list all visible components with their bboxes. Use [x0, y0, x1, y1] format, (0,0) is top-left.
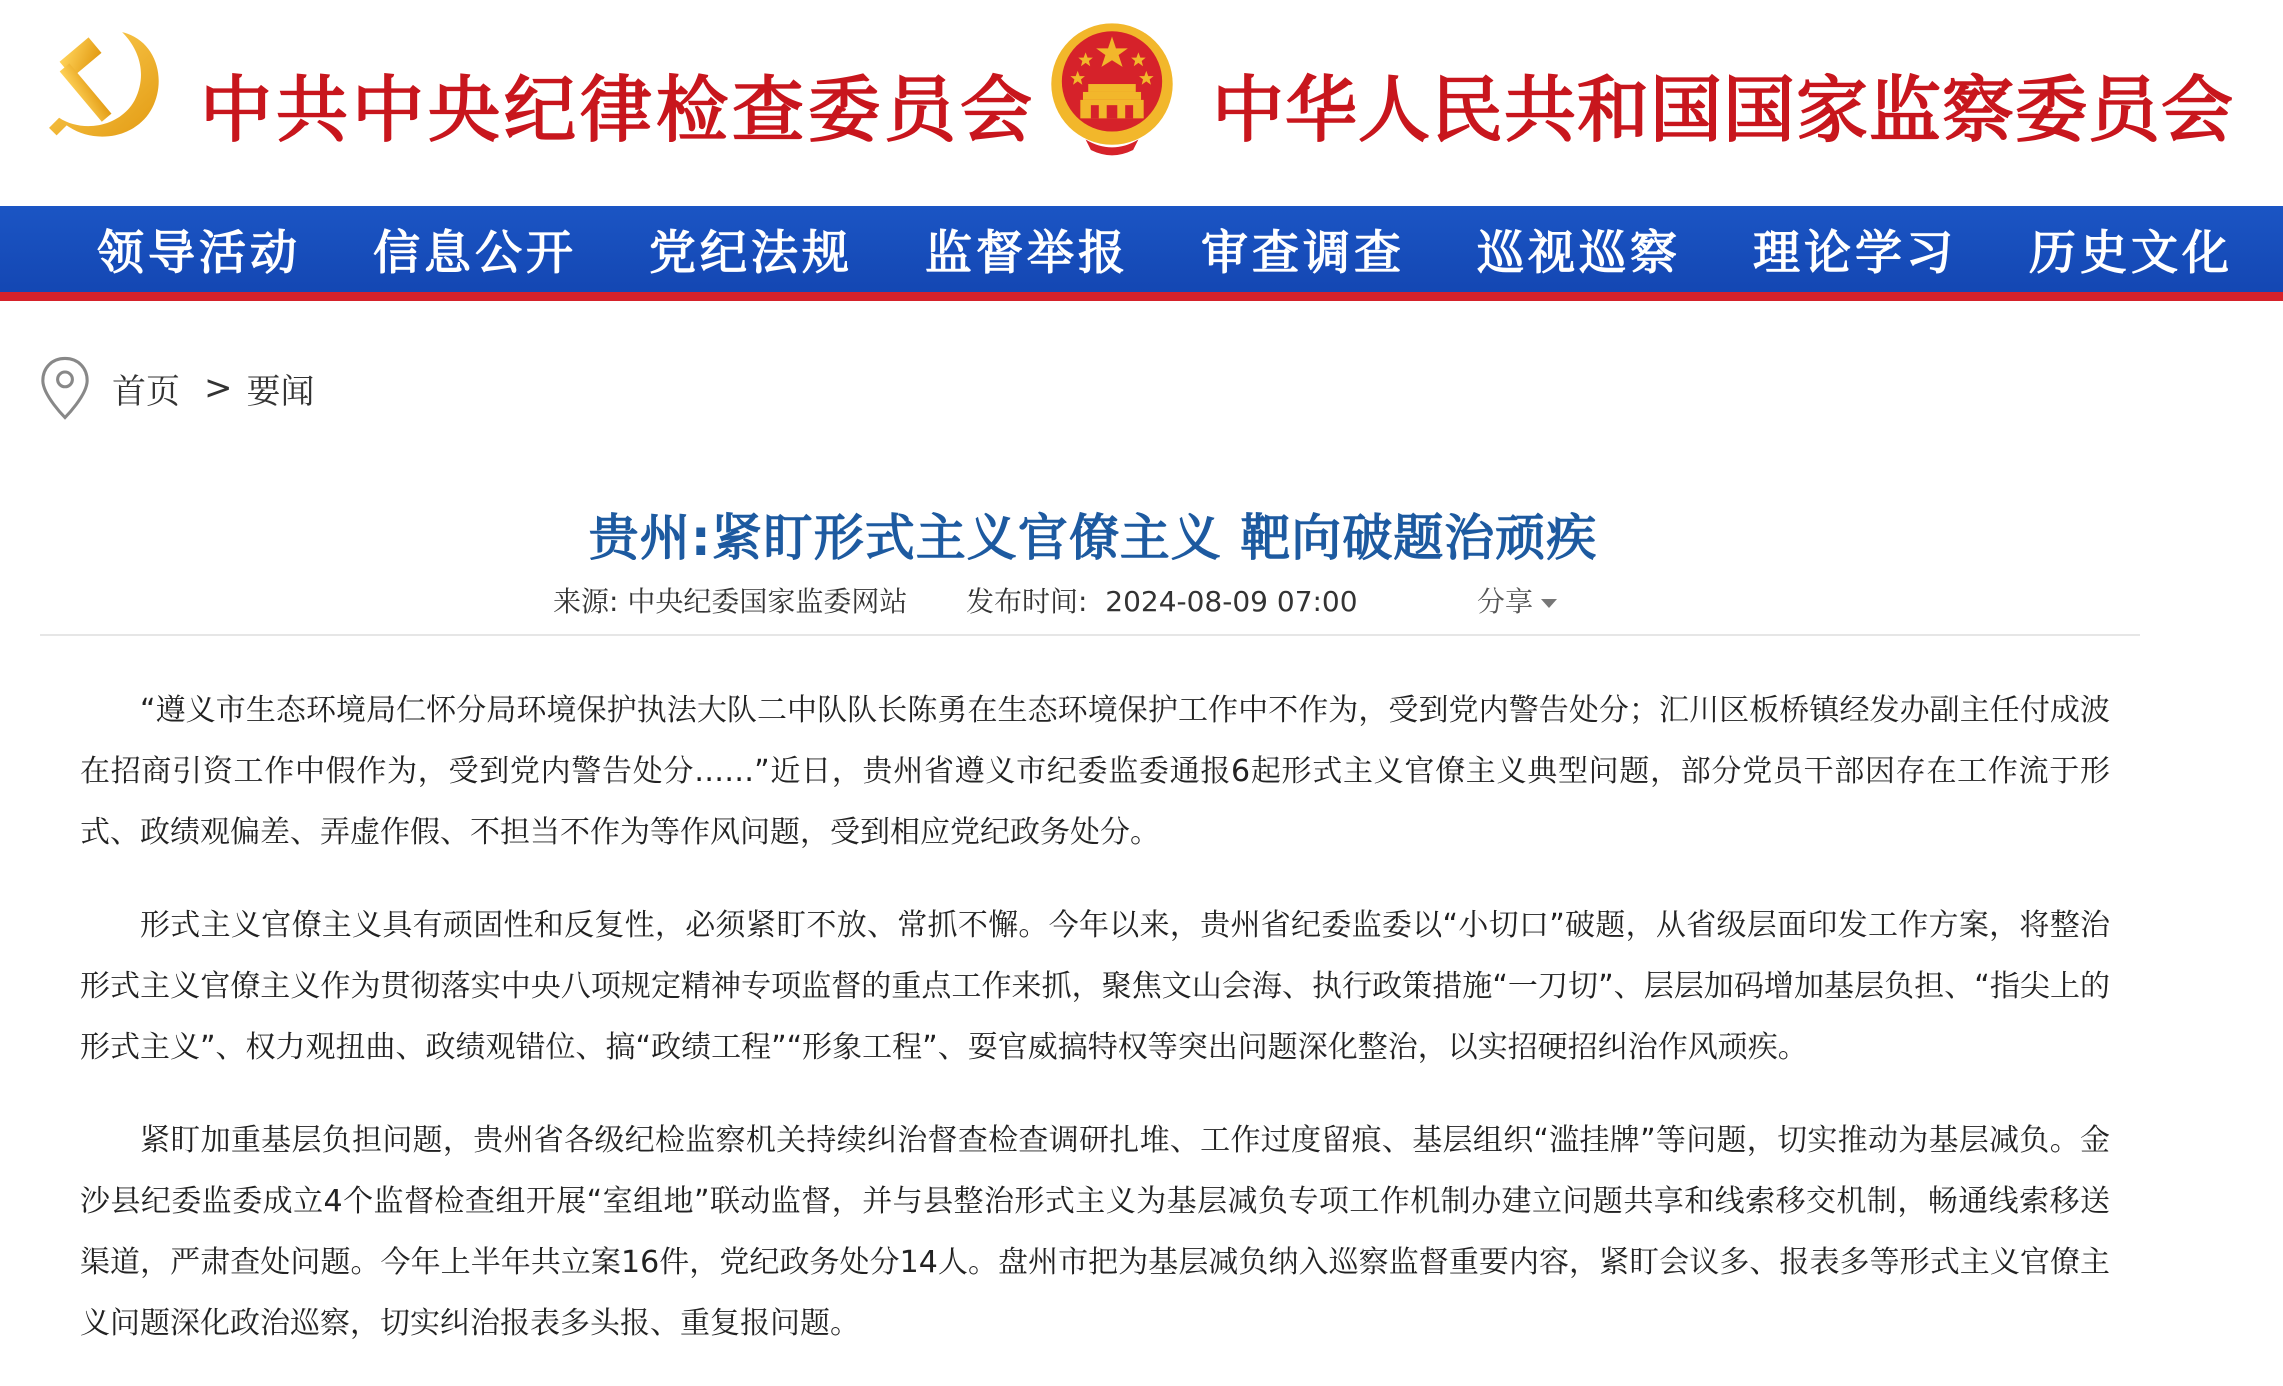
breadcrumb-separator: >	[204, 368, 233, 408]
share-button[interactable]	[1477, 580, 1557, 620]
nav-item-leadership[interactable]: 领导活动	[97, 225, 301, 281]
article-paragraph: 紧盯加重基层负担问题，贵州省各级纪检监察机关持续纠治督查检查调研扎堆、工作过度留痕、基层组织“滥挂牌”等问题，切实推动为基层减负。金沙县纪委监委成立4个监督检查组开展“室组地”联动监督，并与县整治形式主义为基层减负专项工作机制办建立问题共享和线索移交机制，畅通线索移送渠道，严肃查处问题。今年上半年共立案16件，党纪政务处分14人。盘州市把为基层减负纳入巡察监督重要内容，紧盯会议多、报表多等形式主义官僚主义问题深化政治巡察，切实纠治报表多头报、重复报问题。	[80, 1123, 2110, 1341]
site-header	[0, 0, 2235, 206]
share-label: 分享	[1477, 585, 1534, 618]
breadcrumb-current-link[interactable]: 要闻	[246, 371, 315, 412]
breadcrumb	[40, 356, 315, 420]
source-value: 中央纪委国家监委网站	[627, 585, 908, 618]
nav-item-inspection[interactable]: 巡视巡察	[1477, 225, 1681, 281]
nav-item-theory[interactable]: 理论学习	[1753, 225, 1957, 281]
national-emblem-icon	[1046, 18, 1178, 158]
divider	[40, 634, 2140, 636]
nav-item-investigation[interactable]: 审查调查	[1201, 225, 1405, 281]
nav-item-regulations[interactable]: 党纪法规	[649, 225, 853, 281]
article-source	[553, 580, 907, 620]
breadcrumb-home-link[interactable]: 首页	[112, 371, 180, 412]
org-name-ccdi: 中共中央纪律检查委员会	[200, 67, 1037, 152]
nav-item-report[interactable]: 监督举报	[925, 225, 1129, 281]
article-date	[966, 580, 1358, 620]
date-label: 发布时间:	[966, 585, 1088, 618]
article-paragraph: “遵义市生态环境局仁怀分局环境保护执法大队二中队队长陈勇在生态环境保护工作中不作为，受到党内警告处分；汇川区板桥镇经发办副主任付成波在招商引资工作中假作为，受到党内警告处分……”近日，贵州省遵义市纪委监委通报6起形式主义官僚主义典型问题，部分党员干部因存在工作流于形式、政绩观偏差、弄虚作假、不担当不作为等作风问题，受到相应党纪政务处分。	[80, 693, 2110, 850]
main-nav	[0, 206, 2283, 301]
org-name-nsc: 中华人民共和国国家监察委员会	[1212, 67, 2235, 152]
date-value: 2024-08-09 07:00	[1105, 585, 1358, 618]
article-paragraph: 形式主义官僚主义具有顽固性和反复性，必须紧盯不放、常抓不懈。今年以来，贵州省纪委监委以“小切口”破题，从省级层面印发工作方案，将整治形式主义官僚主义作为贯彻落实中央八项规定精神专项监督的重点工作来抓，聚焦文山会海、执行政策措施“一刀切”、层层加码增加基层负担、“指尖上的形式主义”、权力观扭曲、政绩观错位、搞“政绩工程”“形象工程”、耍官威搞特权等突出问题深化整治，以实招硬招纠治作风顽疾。	[80, 908, 2110, 1065]
article-body	[80, 680, 2110, 1386]
chevron-down-icon	[1541, 599, 1557, 608]
location-pin-icon	[40, 356, 90, 420]
source-label: 来源:	[553, 585, 619, 618]
nav-item-history[interactable]: 历史文化	[2029, 225, 2233, 281]
party-emblem-icon	[44, 22, 170, 148]
article-title: 贵州:紧盯形式主义官僚主义 靶向破题治顽疾	[588, 508, 1598, 567]
nav-item-info-disclosure[interactable]: 信息公开	[373, 225, 577, 281]
